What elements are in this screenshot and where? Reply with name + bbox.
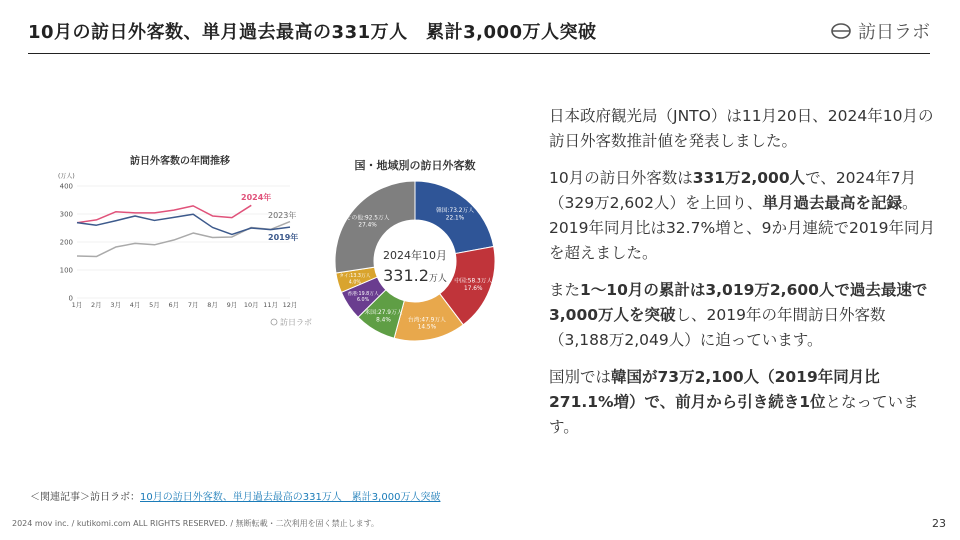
x-tick-label: 4月 [129, 301, 141, 309]
related-article [30, 488, 440, 503]
donut-slice-share: 4.0% [348, 280, 361, 286]
donut-slice-label: 中国:58.3万人 [454, 278, 493, 285]
copyright-notice: 2024 mov inc. / kutikomi.com ALL RIGHTS RESERVED. / 無断転載・二次利用を固く禁止します。 [12, 519, 379, 528]
body-paragraph [549, 278, 939, 353]
donut-slice-label: 米国:27.9万人 [364, 309, 403, 316]
donut-title: 国・地域別の訪日外客数 [354, 159, 476, 172]
x-tick-label: 3月 [110, 301, 122, 309]
donut-slice-share: 17.6% [464, 285, 483, 292]
x-tick-label: 11月 [263, 301, 279, 309]
series-line-2023 [77, 222, 290, 257]
related-article-link[interactable]: 10月の訪日外客数、単月過去最高の331万人 累計3,000万人突破 [140, 492, 441, 503]
body-emphasis: 331万2,000人 [692, 169, 806, 187]
donut-center-label: 2024年10月 [383, 249, 447, 262]
body-paragraph [549, 104, 939, 154]
x-tick-label: 6月 [168, 301, 180, 309]
body-text-run: 日本政府観光局（JNTO）は11月20日、2024年10月の訪日外客数推計値を発表しました。 [549, 107, 934, 150]
body-text-run: となっています。 [549, 393, 919, 436]
article-body [549, 104, 939, 452]
title-divider [28, 53, 930, 54]
donut-slice-label: 香港:19.8万人 [347, 291, 379, 297]
body-text-run: し、2019年の年間訪日外客数（3,188万2,049人）に迫っています。 [549, 306, 886, 349]
line-chart-title: 訪日外客数の年間推移 [130, 156, 230, 167]
body-text-run: 10月の訪日外客数は [549, 169, 693, 187]
x-tick-label: 5月 [149, 301, 160, 309]
body-emphasis: 単月過去最高を記録 [762, 194, 902, 212]
body-text-run: 国別では [549, 368, 612, 386]
page-number: 23 [932, 517, 946, 530]
chart-watermark-text: 訪日ラボ [280, 318, 312, 327]
donut-slice-share: 8.4% [376, 317, 391, 324]
body-paragraph [549, 365, 939, 440]
donut-slice-label: 韓国:73.2万人 [435, 207, 475, 214]
brand-logo [830, 18, 930, 44]
body-paragraph [549, 166, 939, 266]
y-tick-label: 400 [59, 182, 73, 191]
donut-slice-share: 6.0% [356, 298, 370, 304]
related-prefix: ＜関連記事＞訪日ラボ： [30, 492, 140, 503]
series-label-2024: 2024年 [241, 193, 272, 202]
donut-center-value [383, 266, 447, 285]
series-label-2019: 2019年 [268, 233, 299, 242]
x-tick-label: 2月 [91, 301, 102, 309]
y-tick-label: 100 [59, 266, 73, 275]
x-tick-label: 10月 [243, 301, 259, 309]
x-tick-label: 9月 [226, 301, 238, 309]
x-tick-label: 8月 [207, 301, 218, 309]
donut-center-number: 331.2 [383, 266, 429, 285]
body-emphasis: 韓国が73万2,100人（2019年同月比271.1%増）で、前月から引き続き1位 [549, 368, 880, 411]
donut-slice-label: 台湾:47.9万人 [407, 317, 446, 324]
x-tick-label: 7月 [187, 301, 199, 309]
donut-slice-label: その他:92.5万人 [345, 215, 390, 222]
body-text-run: で、2024年7月（329万2,602人）を上回り、 [549, 169, 917, 212]
chart-watermark [271, 317, 312, 327]
donut-chart [330, 152, 500, 352]
donut-slice-label: タイ:13.3万人 [339, 274, 371, 280]
y-tick-label: 0 [68, 294, 73, 303]
donut-center-unit: 万人 [428, 274, 447, 284]
donut-slice-share: 27.4% [358, 222, 377, 229]
body-text-run: また [549, 281, 581, 299]
brand-name: 訪日ラボ [858, 22, 930, 43]
line-chart-unit: (万人) [58, 173, 75, 180]
body-emphasis: 1〜10月の累計は3,019万2,600人で過去最速で3,000万人を突破 [549, 281, 928, 324]
line-chart [55, 148, 312, 333]
slide-title: 10月の訪日外客数、単月過去最高の331万人 累計3,000万人突破 [28, 22, 597, 43]
series-label-2023: 2023年 [268, 211, 297, 220]
body-text-run: 。2019年同月比は32.7%増と、9か月連続で2019年同月を超えました。 [549, 194, 935, 262]
x-tick-label: 12月 [282, 301, 298, 309]
y-tick-label: 200 [59, 238, 73, 247]
donut-slice-share: 14.5% [417, 324, 437, 331]
donut-slice-share: 22.1% [445, 215, 465, 222]
y-tick-label: 300 [59, 210, 73, 219]
series-line-2019 [77, 214, 290, 234]
brand-mark-icon [830, 22, 852, 40]
x-tick-label: 1月 [71, 301, 83, 309]
